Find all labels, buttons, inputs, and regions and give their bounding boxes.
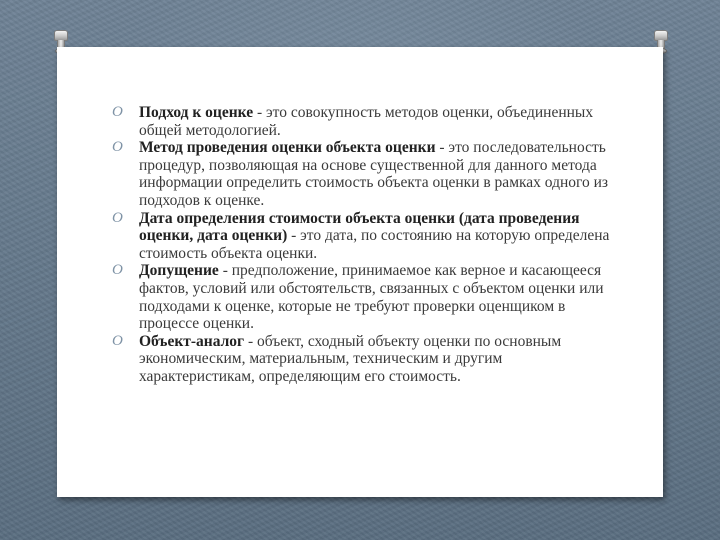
list-item (112, 210, 610, 263)
list-item (112, 333, 610, 386)
bullet-icon: O (112, 139, 123, 156)
term: Объект-аналог (139, 332, 245, 350)
definition-text: - это дата, по состоянию на которую определена стоимость объекта оценки. (139, 227, 610, 262)
definition-list (112, 104, 610, 386)
definition-text: - предположение, принимаемое как верное и касающееся фактов, условий или обстоятельств, связанных с объектом оценки или подходами к оценке, которые не требуют проверки оценщиком в процессе оценки. (139, 262, 604, 333)
term: Дата определения стоимости объекта оценки (дата проведения оценки, дата оценки) (139, 209, 580, 245)
term: Метод проведения оценки объекта оценки (139, 139, 436, 157)
term: Подход к оценке (139, 104, 254, 121)
term: Допущение (139, 262, 219, 280)
bullet-icon: O (112, 104, 123, 120)
bullet-icon: O (112, 332, 123, 349)
list-item (112, 104, 610, 139)
list-item (112, 262, 610, 332)
definition-text: - это совокупность методов оценки, объединенных общей методологией. (139, 104, 594, 139)
list-item (112, 139, 610, 209)
bullet-icon: O (112, 209, 123, 226)
definition-text: - это последовательность процедур, позволяющая на основе существенной для данного метода информации определить стоимость объекта оценки в рамках одного из подходов к оценке. (139, 139, 609, 209)
bullet-icon: O (112, 262, 123, 279)
definition-text: - объект, сходный объекту оценки по основным экономическим, материальным, техническим и другим характеристикам, определяющим его стоимость. (139, 332, 562, 385)
